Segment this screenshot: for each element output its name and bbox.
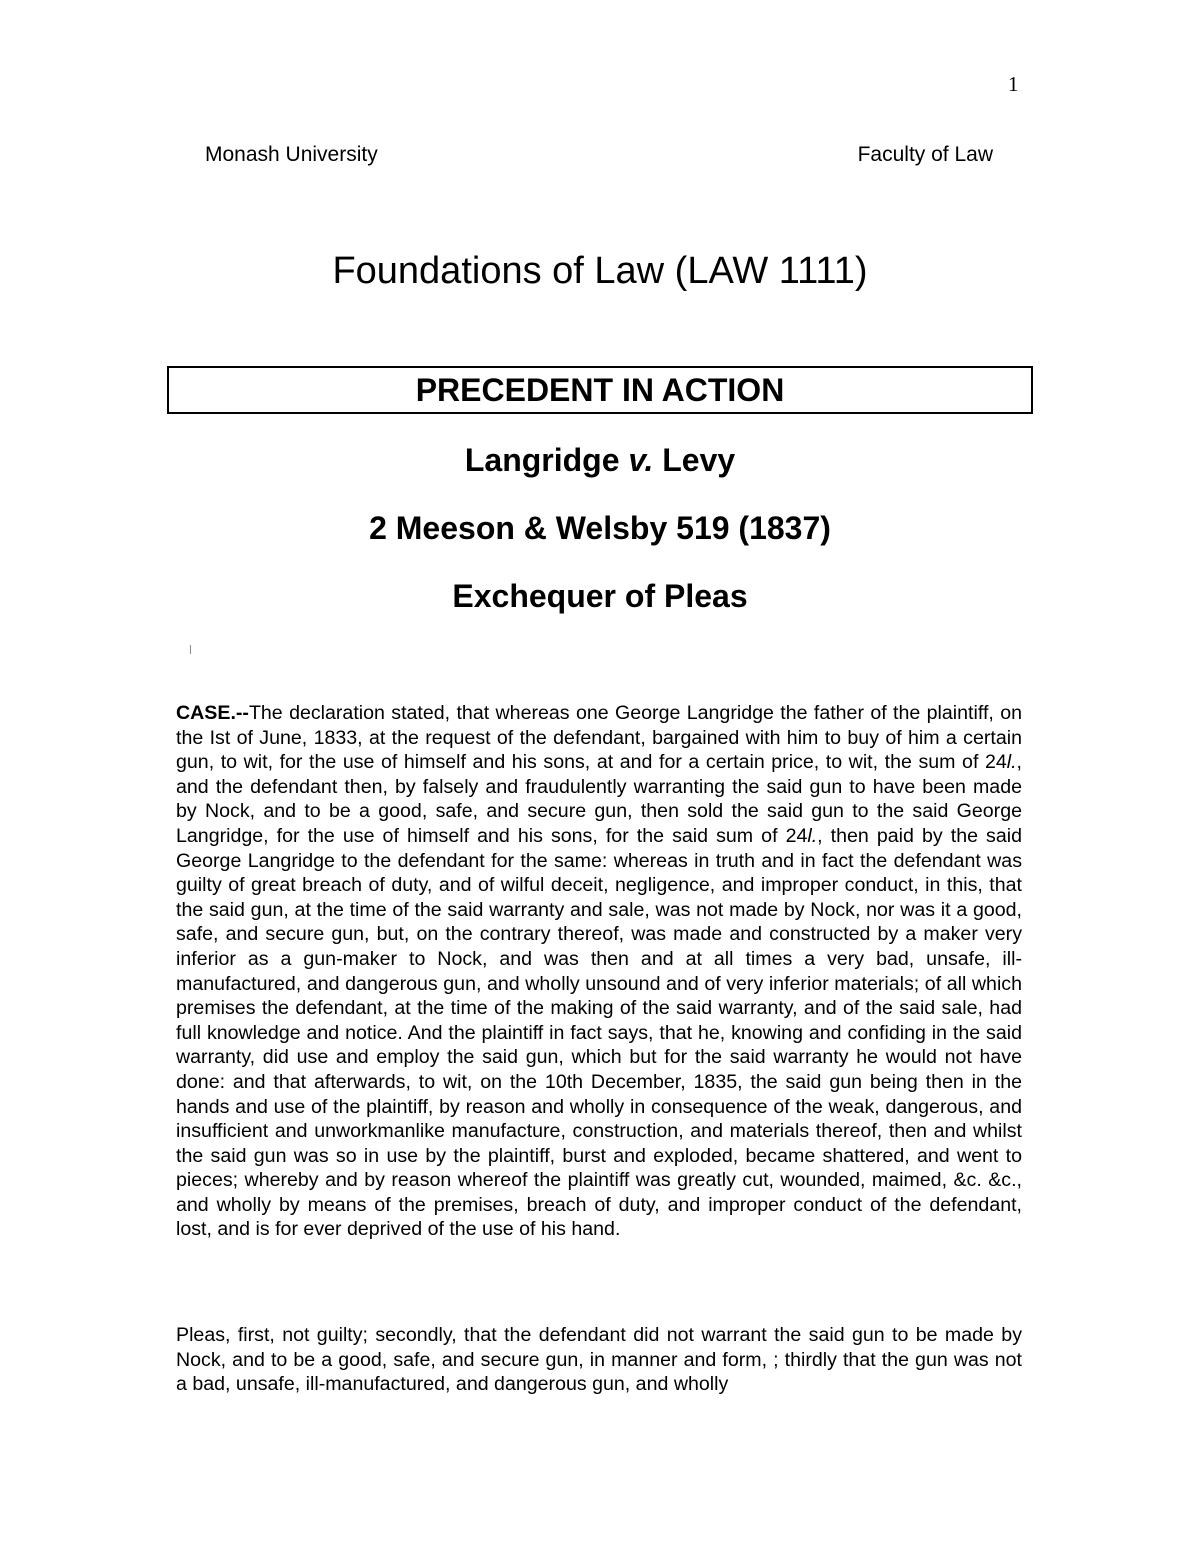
case-text-part-c: , then paid by the said George Langridge to the defendant for the same: whereas in truth and in fact the defendant was guilty of great breach of duty, and of wilful deceit, negligence, and improper conduct, in this, that the said gun, at the time of the said warranty and sale, was not made by Nock, nor was it a good, safe, and secure gun, but, on the contrary thereof, was made and constructed by a maker very inferior as a gun-maker to Nock, and was then and at all times a very bad, unsafe, ill-manufactured, and dangerous gun, and wholly unsound and of very inferior materials; of all which premises the defendant, at the time of the making of the said warranty, and of the said sale, had full knowledge and notice. And the plaintiff in fact says, that he, knowing and confiding in the said warranty, did use and employ the said gun, which but for the said warranty he would not have done: and that afterwards, to wit, on the 10th December, 1835, the said gun being then in the hands and use of the plaintiff, by reason and wholly in consequence of the weak, dangerous, and insufficient and unworkmanlike manufacture, construction, and materials thereof, then and whilst the said gun was so in use by the plaintiff, burst and exploded, became shattered, and went to pieces; whereby and by reason whereof the plaintiff was greatly cut, wounded, maimed, &c. &c., and wholly by means of the premises, breach of duty, and improper conduct of the defendant, lost, and is for ever deprived of the use of his hand.	[176, 824, 1022, 1241]
header-faculty: Faculty of Law	[857, 143, 993, 166]
currency-unit: l.	[1006, 751, 1017, 774]
case-party-plaintiff: Langridge	[464, 442, 620, 478]
course-title: Foundations of Law (LAW 1111)	[332, 250, 868, 292]
case-versus: v.	[628, 442, 654, 478]
page-number: 1	[1008, 72, 1019, 96]
text-cursor-mark	[190, 645, 191, 654]
case-text-part-b: , and the defendant then, by falsely and fraudulently warranting the said gun to have been made by Nock, and to be a good, safe, and secure gun, then sold the said gun to the said George Langridge, for the use of himself and his sons, for the said sum of 24	[176, 751, 1022, 847]
body-paragraph-case	[176, 701, 1022, 1242]
case-citation: 2 Meeson & Welsby 519 (1837)	[369, 510, 831, 546]
case-party-defendant: Levy	[662, 442, 736, 478]
case-text-part-a: The declaration stated, that whereas one George Langridge the father of the plaintiff, on the Ist of June, 1833, at the request of the defendant, bargained with him to buy of him a certain gun, to wit, for the use of himself and his sons, at and for a certain price, to wit, the sum of 24	[176, 702, 1022, 774]
case-lead-label: CASE.--	[176, 702, 249, 724]
case-name	[0, 442, 1200, 479]
body-paragraph-pleas: Pleas, first, not guilty; secondly, that the defendant did not warrant the said gun to be made by Nock, and to be a good, safe, and secure gun, in manner and form, ; thirdly that the gun was not a bad, unsafe, ill-manufactured, and dangerous gun, and wholly	[176, 1324, 1022, 1396]
case-court: Exchequer of Pleas	[452, 578, 748, 614]
header-university: Monash University	[205, 143, 378, 166]
section-heading-box	[167, 366, 1033, 414]
currency-unit: l.	[807, 824, 818, 847]
section-heading: PRECEDENT IN ACTION	[415, 371, 785, 408]
